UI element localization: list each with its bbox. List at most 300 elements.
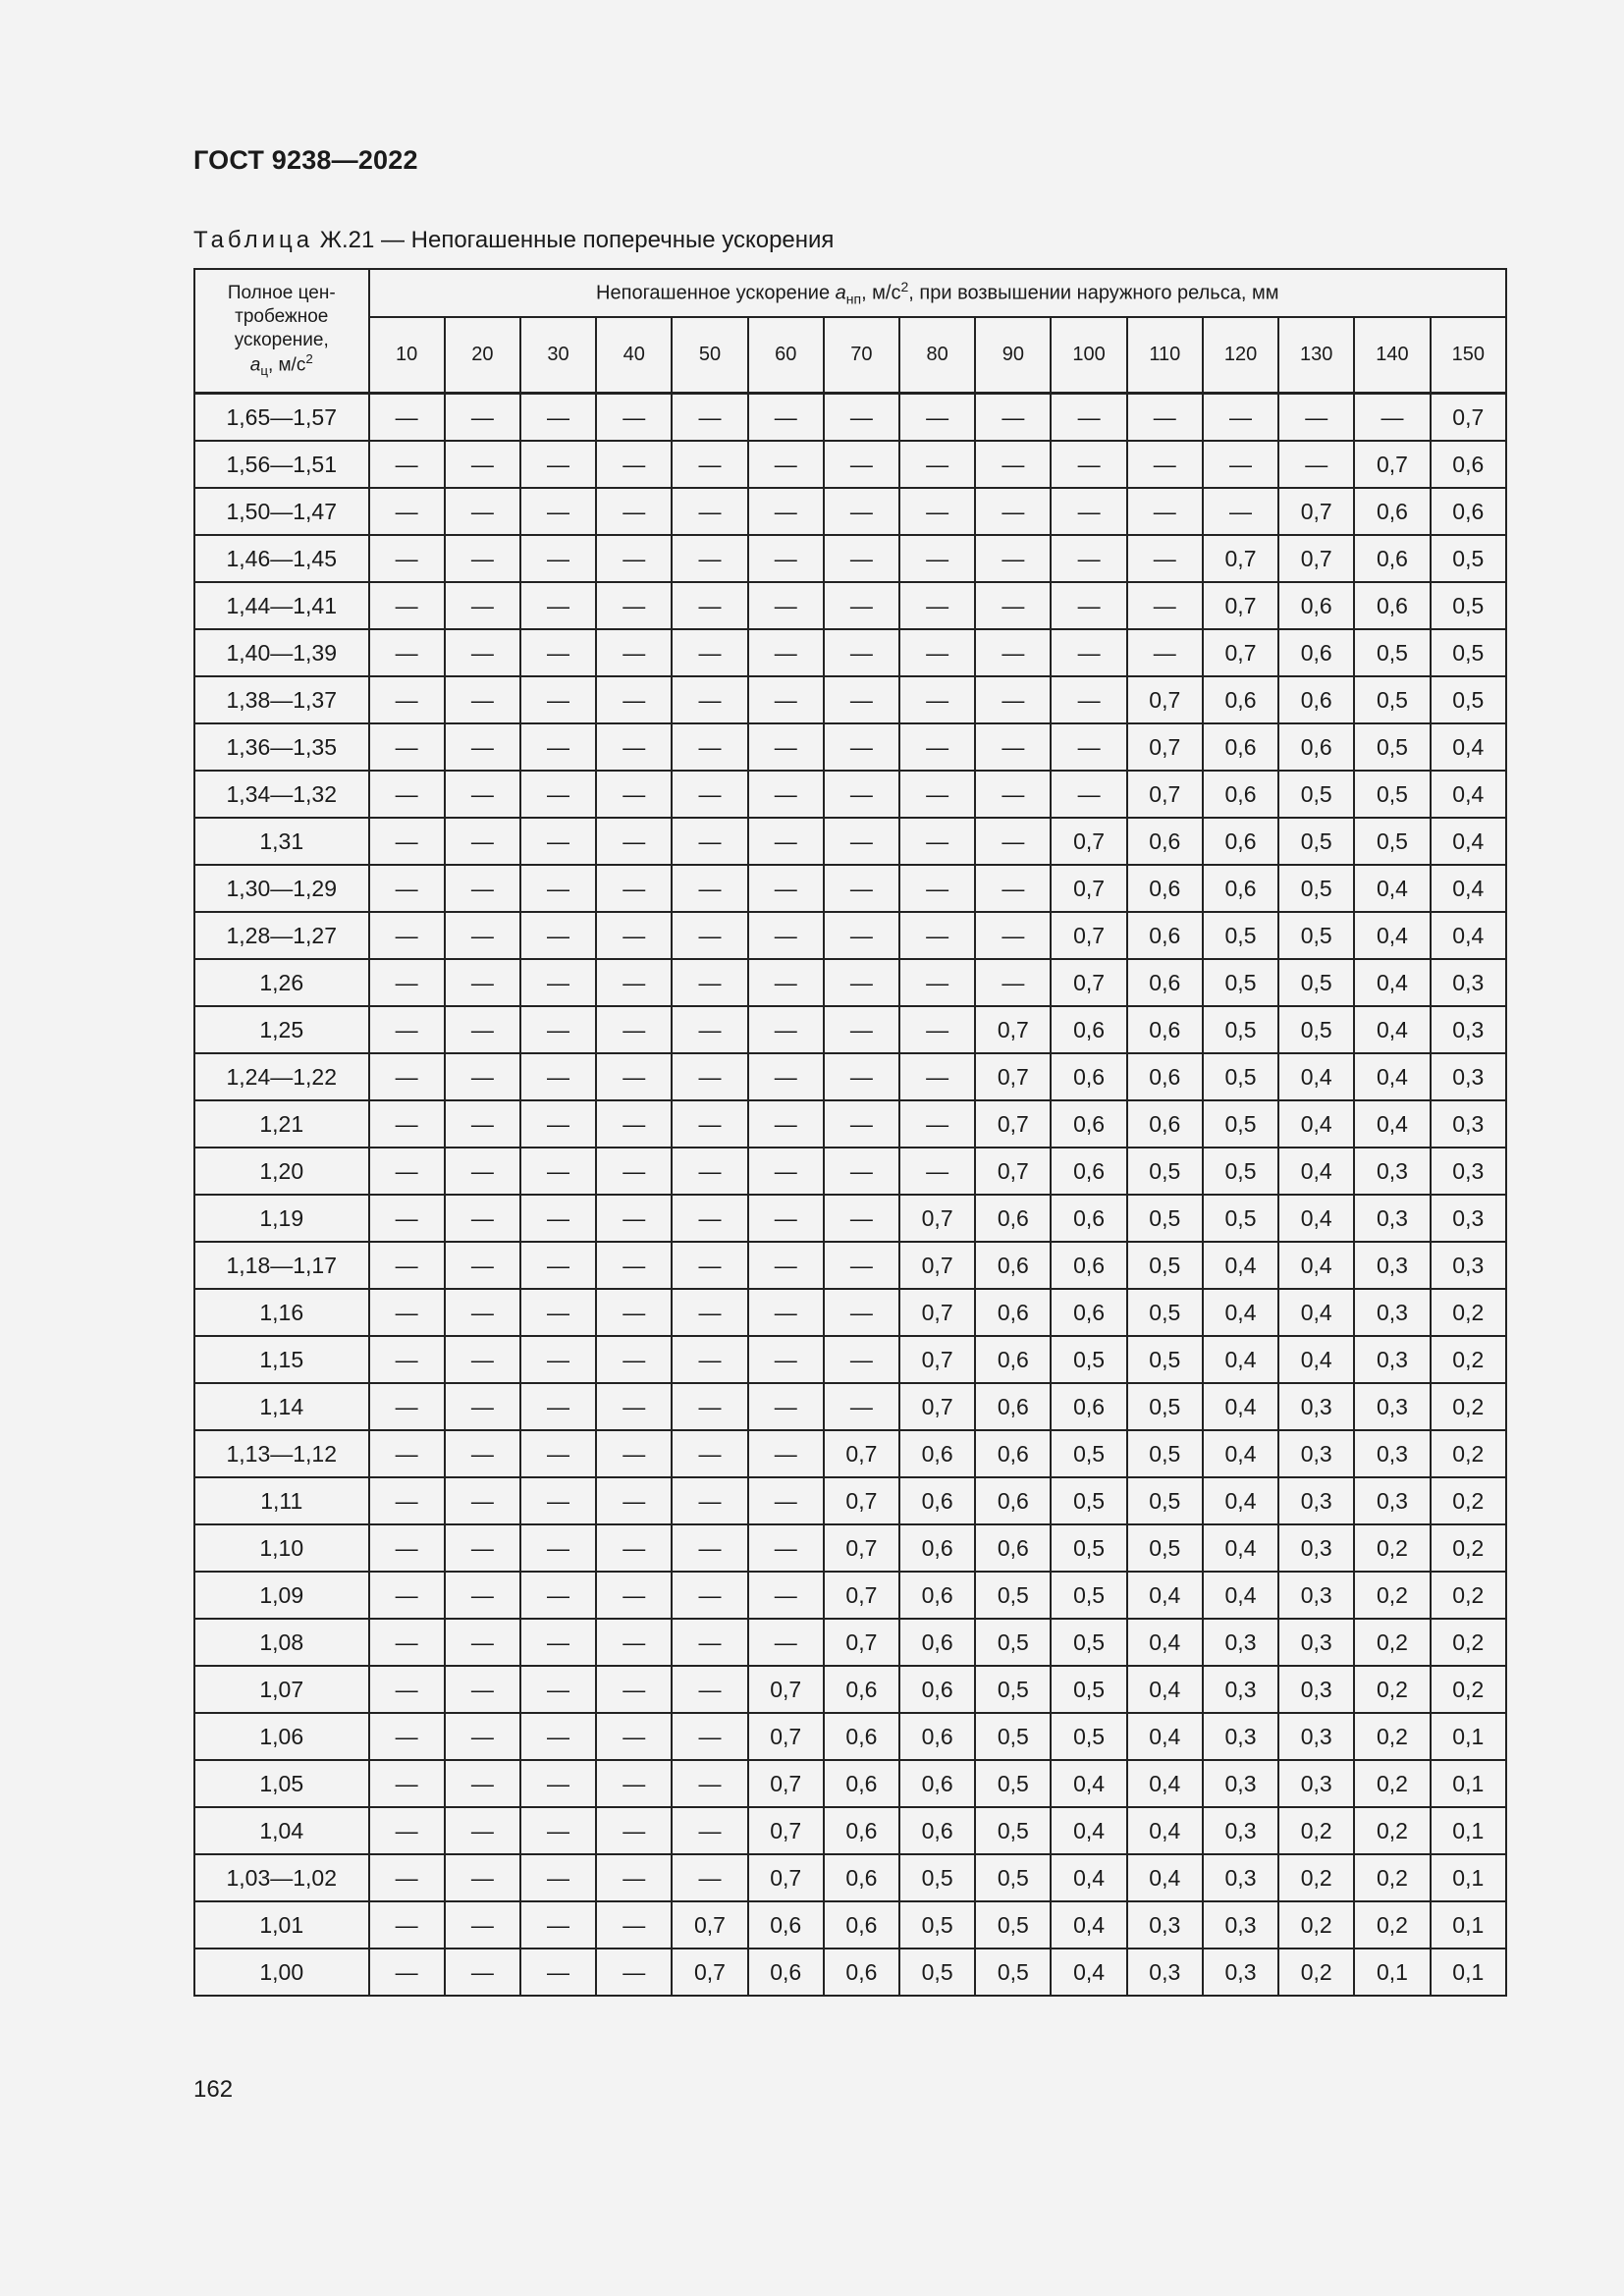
table-cell: — <box>672 1572 747 1619</box>
row-label: 1,65—1,57 <box>194 394 369 442</box>
table-cell: — <box>975 771 1051 818</box>
table-row <box>194 1854 1506 1901</box>
column-header-row <box>194 317 1506 394</box>
table-cell: 0,5 <box>1278 912 1354 959</box>
table-cell: — <box>824 1195 899 1242</box>
table-cell: 0,5 <box>899 1854 975 1901</box>
table-cell: — <box>520 1949 596 1996</box>
table-cell: 0,6 <box>1278 629 1354 676</box>
table-cell: — <box>748 1619 824 1666</box>
table-cell: — <box>596 1666 672 1713</box>
column-header: 50 <box>672 317 747 394</box>
table-row <box>194 865 1506 912</box>
corner-line3: ускорение, <box>234 329 329 350</box>
table-cell: 0,5 <box>1127 1195 1203 1242</box>
table-cell: — <box>824 723 899 771</box>
table-cell: 0,6 <box>975 1477 1051 1524</box>
table-cell: 0,7 <box>748 1760 824 1807</box>
table-cell: — <box>975 865 1051 912</box>
table-cell: — <box>672 1477 747 1524</box>
table-cell: — <box>369 1430 445 1477</box>
table-cell: 0,5 <box>1051 1666 1126 1713</box>
table-cell: 0,2 <box>1354 1619 1430 1666</box>
table-cell: — <box>445 629 520 676</box>
row-label: 1,08 <box>194 1619 369 1666</box>
group-text1: Непогашенное ускорение <box>596 282 836 304</box>
table-cell: — <box>672 1666 747 1713</box>
table-cell: — <box>596 629 672 676</box>
table-cell: — <box>445 1336 520 1383</box>
table-cell: 0,3 <box>1354 1430 1430 1477</box>
table-cell: 0,6 <box>975 1383 1051 1430</box>
table-row <box>194 1713 1506 1760</box>
table-cell: — <box>369 1949 445 1996</box>
table-cell: 0,3 <box>1431 1006 1506 1053</box>
table-cell: 0,6 <box>1127 912 1203 959</box>
table-cell: — <box>445 1053 520 1100</box>
table-cell: — <box>748 1336 824 1383</box>
table-row <box>194 1242 1506 1289</box>
table-cell: — <box>672 1289 747 1336</box>
table-cell: — <box>369 394 445 442</box>
table-cell: — <box>672 1524 747 1572</box>
table-cell: — <box>596 912 672 959</box>
table-cell: 0,4 <box>1203 1572 1278 1619</box>
table-cell: — <box>596 394 672 442</box>
table-cell: 0,5 <box>975 1760 1051 1807</box>
row-label: 1,03—1,02 <box>194 1854 369 1901</box>
table-cell: — <box>672 1430 747 1477</box>
table-cell: — <box>596 1289 672 1336</box>
table-cell: — <box>445 1619 520 1666</box>
row-label: 1,01 <box>194 1901 369 1949</box>
table-cell: — <box>369 1666 445 1713</box>
table-cell: 0,2 <box>1354 1713 1430 1760</box>
table-cell: — <box>520 1477 596 1524</box>
row-label: 1,16 <box>194 1289 369 1336</box>
table-cell: 0,5 <box>1354 723 1430 771</box>
table-cell: — <box>520 629 596 676</box>
table-cell: 0,5 <box>1127 1430 1203 1477</box>
table-cell: — <box>899 441 975 488</box>
table-cell: — <box>1203 488 1278 535</box>
table-cell: 0,6 <box>1051 1242 1126 1289</box>
table-cell: — <box>824 676 899 723</box>
table-cell: 0,7 <box>899 1242 975 1289</box>
table-cell: 0,5 <box>975 1901 1051 1949</box>
table-cell: — <box>1051 676 1126 723</box>
table-cell: 0,7 <box>1203 582 1278 629</box>
table-cell: — <box>445 1901 520 1949</box>
table-cell: 0,4 <box>1051 1949 1126 1996</box>
column-header: 130 <box>1278 317 1354 394</box>
table-cell: — <box>672 1100 747 1148</box>
table-cell: — <box>369 582 445 629</box>
table-cell: — <box>672 1807 747 1854</box>
row-label: 1,11 <box>194 1477 369 1524</box>
table-cell: 0,7 <box>975 1148 1051 1195</box>
table-cell: — <box>520 535 596 582</box>
table-cell: 0,5 <box>1203 912 1278 959</box>
table-row <box>194 1524 1506 1572</box>
table-cell: — <box>520 441 596 488</box>
table-cell: 0,3 <box>1278 1713 1354 1760</box>
table-cell: — <box>748 1477 824 1524</box>
table-row <box>194 1006 1506 1053</box>
table-cell: 0,4 <box>1278 1336 1354 1383</box>
column-header: 110 <box>1127 317 1203 394</box>
table-row <box>194 1148 1506 1195</box>
table-cell: 0,7 <box>1431 394 1506 442</box>
table-row <box>194 1195 1506 1242</box>
table-cell: — <box>672 723 747 771</box>
table-cell: 0,5 <box>1051 1336 1126 1383</box>
table-cell: 0,3 <box>1127 1949 1203 1996</box>
table-cell: — <box>1051 723 1126 771</box>
table-cell: 0,6 <box>824 1949 899 1996</box>
table-cell: — <box>520 1619 596 1666</box>
table-cell: 0,4 <box>1431 865 1506 912</box>
table-cell: 0,6 <box>899 1760 975 1807</box>
column-header: 90 <box>975 317 1051 394</box>
table-cell: 0,3 <box>1354 1148 1430 1195</box>
table-cell: 0,3 <box>1203 1760 1278 1807</box>
table-cell: — <box>369 1477 445 1524</box>
row-label: 1,18—1,17 <box>194 1242 369 1289</box>
table-cell: — <box>369 1006 445 1053</box>
table-cell: — <box>596 1619 672 1666</box>
table-cell: 0,2 <box>1278 1854 1354 1901</box>
table-row <box>194 1053 1506 1100</box>
table-cell: — <box>520 1760 596 1807</box>
table-cell: — <box>596 1195 672 1242</box>
table-cell: 0,3 <box>1278 1477 1354 1524</box>
table-cell: — <box>672 441 747 488</box>
table-cell: — <box>445 1148 520 1195</box>
table-cell: — <box>596 582 672 629</box>
table-cell: 0,4 <box>1354 1053 1430 1100</box>
table-cell: — <box>975 394 1051 442</box>
table-cell: 0,3 <box>1354 1383 1430 1430</box>
table-cell: 0,3 <box>1278 1383 1354 1430</box>
table-cell: — <box>520 488 596 535</box>
table-row <box>194 1619 1506 1666</box>
row-label: 1,46—1,45 <box>194 535 369 582</box>
table-cell: — <box>1354 394 1430 442</box>
table-cell: — <box>975 441 1051 488</box>
group-text3: , при возвышении наружного рельса, мм <box>908 282 1279 304</box>
table-cell: 0,3 <box>1278 1666 1354 1713</box>
table-cell: 0,6 <box>824 1901 899 1949</box>
table-cell: — <box>445 1430 520 1477</box>
table-row <box>194 535 1506 582</box>
table-row <box>194 488 1506 535</box>
column-header: 30 <box>520 317 596 394</box>
table-cell: 0,4 <box>1203 1289 1278 1336</box>
table-cell: 0,3 <box>1278 1619 1354 1666</box>
table-cell: — <box>445 1100 520 1148</box>
table-cell: — <box>824 394 899 442</box>
table-cell: — <box>445 1572 520 1619</box>
table-cell: — <box>596 1430 672 1477</box>
table-cell: — <box>1203 441 1278 488</box>
table-cell: 0,3 <box>1354 1242 1430 1289</box>
table-cell: — <box>445 865 520 912</box>
table-cell: 0,5 <box>1051 1713 1126 1760</box>
table-cell: 0,6 <box>899 1477 975 1524</box>
table-cell: — <box>520 771 596 818</box>
table-cell: 0,1 <box>1431 1901 1506 1949</box>
table-cell: — <box>824 441 899 488</box>
table-cell: 0,5 <box>1127 1148 1203 1195</box>
table-cell: 0,5 <box>1051 1619 1126 1666</box>
table-cell: — <box>899 1148 975 1195</box>
table-cell: — <box>1127 535 1203 582</box>
table-cell: 0,6 <box>748 1949 824 1996</box>
column-header: 40 <box>596 317 672 394</box>
table-cell: 0,3 <box>1354 1195 1430 1242</box>
table-cell: 0,3 <box>1431 1195 1506 1242</box>
row-label: 1,07 <box>194 1666 369 1713</box>
table-cell: 0,6 <box>1127 1100 1203 1148</box>
table-cell: 0,5 <box>1127 1383 1203 1430</box>
table-cell: 0,7 <box>1354 441 1430 488</box>
table-cell: — <box>596 1336 672 1383</box>
table-cell: — <box>824 865 899 912</box>
table-cell: 0,6 <box>824 1854 899 1901</box>
table-cell: — <box>748 723 824 771</box>
table-cell: — <box>369 629 445 676</box>
table-cell: 0,7 <box>1127 676 1203 723</box>
table-cell: 0,7 <box>824 1430 899 1477</box>
table-cell: 0,7 <box>899 1195 975 1242</box>
table-cell: 0,7 <box>975 1006 1051 1053</box>
table-cell: — <box>1051 582 1126 629</box>
table-cell: — <box>596 1901 672 1949</box>
group-header-cell <box>369 269 1507 317</box>
table-cell: — <box>1051 535 1126 582</box>
table-cell: 0,3 <box>1354 1477 1430 1524</box>
table-cell: 0,4 <box>1431 723 1506 771</box>
table-cell: 0,6 <box>824 1666 899 1713</box>
table-cell: 0,4 <box>1203 1383 1278 1430</box>
table-row <box>194 959 1506 1006</box>
table-cell: 0,6 <box>1431 488 1506 535</box>
table-caption <box>193 227 834 254</box>
table-cell: 0,6 <box>1127 1053 1203 1100</box>
table-cell: 0,5 <box>1203 959 1278 1006</box>
table-cell: 0,4 <box>1051 1807 1126 1854</box>
table-cell: 0,7 <box>824 1477 899 1524</box>
table-cell: — <box>899 818 975 865</box>
table-cell: — <box>1051 488 1126 535</box>
table-cell: 0,2 <box>1354 1854 1430 1901</box>
table-cell: 0,6 <box>1051 1053 1126 1100</box>
table-cell: — <box>445 1807 520 1854</box>
table-cell: — <box>748 1572 824 1619</box>
table-cell: 0,6 <box>1127 865 1203 912</box>
table-cell: 0,5 <box>1051 1430 1126 1477</box>
table-cell: 0,2 <box>1431 1477 1506 1524</box>
table-body <box>194 394 1506 1997</box>
table-cell: 0,2 <box>1354 1666 1430 1713</box>
table-cell: — <box>596 1383 672 1430</box>
table-cell: 0,4 <box>1278 1148 1354 1195</box>
row-label: 1,04 <box>194 1807 369 1854</box>
table-cell: 0,4 <box>1127 1807 1203 1854</box>
table-cell: — <box>520 1383 596 1430</box>
table-cell: 0,6 <box>899 1524 975 1572</box>
table-cell: — <box>824 1242 899 1289</box>
table-cell: 0,4 <box>1127 1760 1203 1807</box>
table-cell: — <box>824 1383 899 1430</box>
table-cell: — <box>369 1524 445 1572</box>
table-cell: — <box>672 818 747 865</box>
table-cell: 0,4 <box>1278 1195 1354 1242</box>
table-row <box>194 441 1506 488</box>
table-cell: — <box>596 488 672 535</box>
table-cell: — <box>520 912 596 959</box>
table-cell: — <box>445 912 520 959</box>
table-cell: 0,1 <box>1431 1949 1506 1996</box>
row-label: 1,00 <box>194 1949 369 1996</box>
table-cell: — <box>1127 394 1203 442</box>
table-cell: — <box>975 818 1051 865</box>
table-cell: — <box>672 629 747 676</box>
table-cell: — <box>596 1053 672 1100</box>
row-label: 1,10 <box>194 1524 369 1572</box>
table-cell: 0,7 <box>899 1336 975 1383</box>
table-cell: — <box>596 1100 672 1148</box>
table-cell: — <box>445 723 520 771</box>
row-label: 1,30—1,29 <box>194 865 369 912</box>
table-cell: 0,7 <box>748 1666 824 1713</box>
table-cell: — <box>824 959 899 1006</box>
table-row <box>194 771 1506 818</box>
table-cell: — <box>445 818 520 865</box>
table-cell: — <box>520 1195 596 1242</box>
table-cell: — <box>899 676 975 723</box>
column-header: 100 <box>1051 317 1126 394</box>
table-cell: 0,6 <box>899 1713 975 1760</box>
table-cell: 0,3 <box>1431 959 1506 1006</box>
table-cell: 0,3 <box>1203 1901 1278 1949</box>
table-cell: — <box>596 1713 672 1760</box>
table-cell: 0,5 <box>1127 1242 1203 1289</box>
table-cell: 0,2 <box>1431 1524 1506 1572</box>
table-cell: — <box>369 1901 445 1949</box>
table-cell: 0,2 <box>1431 1383 1506 1430</box>
table-cell: — <box>445 1713 520 1760</box>
table-cell: — <box>520 1901 596 1949</box>
row-label: 1,25 <box>194 1006 369 1053</box>
table-row <box>194 818 1506 865</box>
table-cell: 0,6 <box>975 1289 1051 1336</box>
table-cell: 0,7 <box>748 1854 824 1901</box>
table-cell: 0,6 <box>824 1713 899 1760</box>
table-cell: 0,5 <box>1278 865 1354 912</box>
table-cell: 0,4 <box>1127 1619 1203 1666</box>
table-cell: 0,4 <box>1278 1289 1354 1336</box>
table-cell: — <box>748 1100 824 1148</box>
table-row <box>194 676 1506 723</box>
table-cell: — <box>672 1713 747 1760</box>
row-label: 1,26 <box>194 959 369 1006</box>
table-cell: 0,3 <box>1431 1148 1506 1195</box>
table-cell: 0,3 <box>1203 1619 1278 1666</box>
table-cell: 0,6 <box>748 1901 824 1949</box>
table-cell: 0,2 <box>1431 1336 1506 1383</box>
table-cell: — <box>369 441 445 488</box>
table-cell: — <box>672 959 747 1006</box>
table-cell: 0,6 <box>1051 1006 1126 1053</box>
table-cell: 0,5 <box>1278 818 1354 865</box>
table-row <box>194 582 1506 629</box>
table-cell: 0,4 <box>1051 1760 1126 1807</box>
table-row <box>194 912 1506 959</box>
table-cell: — <box>369 1807 445 1854</box>
row-label: 1,05 <box>194 1760 369 1807</box>
table-cell: 0,1 <box>1431 1807 1506 1854</box>
table-cell: — <box>672 912 747 959</box>
table-cell: — <box>596 1477 672 1524</box>
table-cell: — <box>975 959 1051 1006</box>
table-cell: — <box>369 771 445 818</box>
table-cell: 0,6 <box>975 1336 1051 1383</box>
table-cell: 0,5 <box>1278 771 1354 818</box>
table-cell: — <box>520 582 596 629</box>
table-cell: 0,7 <box>1127 771 1203 818</box>
table-cell: 0,6 <box>899 1807 975 1854</box>
table-cell: 0,3 <box>1203 1666 1278 1713</box>
table-cell: — <box>748 441 824 488</box>
table-cell: — <box>445 959 520 1006</box>
table-cell: 0,7 <box>1051 959 1126 1006</box>
table-cell: — <box>672 865 747 912</box>
table-cell: 0,7 <box>1278 488 1354 535</box>
table-cell: 0,6 <box>1127 1006 1203 1053</box>
table-cell: 0,5 <box>1354 629 1430 676</box>
column-header: 140 <box>1354 317 1430 394</box>
table-cell: 0,5 <box>975 1854 1051 1901</box>
table-cell: 0,2 <box>1431 1666 1506 1713</box>
table-cell: — <box>445 1760 520 1807</box>
table-cell: — <box>445 1006 520 1053</box>
table-cell: 0,5 <box>1127 1336 1203 1383</box>
table-cell: — <box>1051 441 1126 488</box>
table-cell: 0,2 <box>1354 1901 1430 1949</box>
table-cell: 0,3 <box>1431 1242 1506 1289</box>
row-label: 1,21 <box>194 1100 369 1148</box>
table-cell: — <box>369 488 445 535</box>
table-row <box>194 1949 1506 1996</box>
table-cell: 0,4 <box>1278 1053 1354 1100</box>
table-cell: — <box>748 1195 824 1242</box>
table-cell: 0,6 <box>1354 535 1430 582</box>
table-cell: — <box>520 1289 596 1336</box>
table-cell: — <box>596 1148 672 1195</box>
page-number: 162 <box>193 2076 234 2103</box>
table-cell: — <box>445 488 520 535</box>
table-cell: — <box>445 535 520 582</box>
table-cell: 0,4 <box>1051 1901 1126 1949</box>
table-cell: — <box>1278 394 1354 442</box>
row-label: 1,44—1,41 <box>194 582 369 629</box>
table-cell: 0,6 <box>1278 723 1354 771</box>
table-cell: — <box>672 771 747 818</box>
table-cell: — <box>748 488 824 535</box>
table-cell: 0,2 <box>1431 1619 1506 1666</box>
